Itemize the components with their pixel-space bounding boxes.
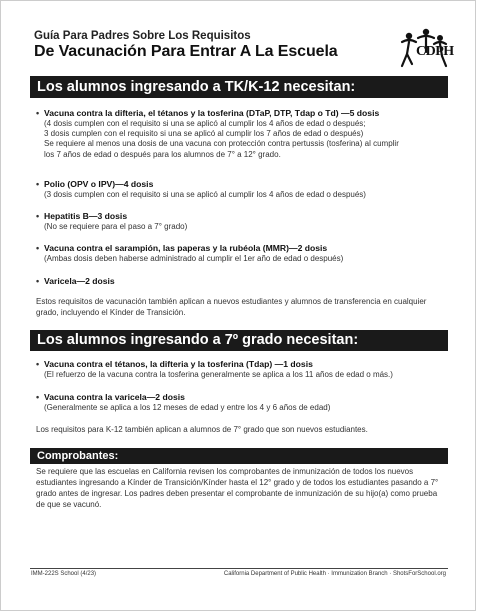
footer-credit: California Department of Public Health · Immunization Branch · ShotsForSchool.org <box>223 571 446 577</box>
bullet-icon: • <box>36 243 40 253</box>
section-note: Los requisitos para K-12 también aplican a alumnos de 7° grado que son nuevos estudiantes. <box>36 425 368 434</box>
bullet-icon: • <box>36 276 40 286</box>
item-detail: (No se requiere para el paso a 7° grado) <box>44 222 188 231</box>
item-detail: (3 dosis cumplen con el requisito si una se aplicó al cumplir los 4 años de edad o después) <box>44 190 366 199</box>
form-number: IMM-222S School (4/23) <box>31 571 97 577</box>
section-heading-grade7: Los alumnos ingresando a 7º grado necesitan: <box>30 330 448 351</box>
list-item <box>36 211 444 232</box>
bullet-icon: • <box>36 392 40 402</box>
item-heading: Vacuna contra la difteria, el tétanos y la tosferina (DTaP, DTP, Tdap o Td) —5 dosis <box>44 108 380 118</box>
item-detail: (Ambas dosis deben haberse administrado al cumplir el 1er año de edad o después) <box>44 254 344 263</box>
item-detail: Se requiere al menos una dosis de una vacuna con protección contra pertussis (tosferina) al cumplir <box>44 139 399 149</box>
section-heading-proof: Comprobantes: <box>30 448 448 464</box>
item-detail: los 7 años de edad o después para los alumnos de 7° a 12° grado. <box>44 149 281 159</box>
item-detail: 3 dosis cumplen con el requisito si una se aplicó al cumplir los 7 años de edad o después) <box>44 129 364 139</box>
section-note: Estos requisitos de vacunación también aplican a nuevos estudiantes y alumnos de transferencia en cualquier grado, incluyendo el Kínder de Transición. <box>36 297 427 317</box>
section-heading-tk-k12: Los alumnos ingresando a TK/K-12 necesitan: <box>30 76 448 98</box>
list-item <box>36 359 444 380</box>
item-heading: Vacuna contra la varicela—2 dosis <box>44 392 185 402</box>
item-heading: Varicela—2 dosis <box>44 276 115 286</box>
item-detail: (El refuerzo de la vacuna contra la tosferina generalmente se aplica a los 11 años de edad o más.) <box>44 370 393 379</box>
list-item <box>36 392 444 413</box>
bullet-icon: • <box>36 179 40 189</box>
item-detail: (Generalmente se aplica a los 12 meses de edad y entre los 4 y 6 años de edad) <box>44 403 331 412</box>
item-heading: Polio (OPV o IPV)—4 dosis <box>44 179 154 189</box>
item-heading: Hepatitis B—3 dosis <box>44 211 128 221</box>
list-item <box>36 179 444 200</box>
proof-text: Se requiere que las escuelas en California revisen los comprobantes de inmunización de todos los nuevos estudiantes ingresando a Kínder de Transición/Kínder hasta el 12° grado y de todos los estudiantes pasando a 7° grado antes de ingresar. Los padres deben presentar el comprobante de inmunización de su hijo(a) como prueba de que se vacunó. <box>36 467 439 509</box>
cdph-logo <box>396 26 452 74</box>
bullet-icon: • <box>36 211 40 221</box>
document-pretitle: Guía Para Padres Sobre Los Requisitos <box>34 30 251 42</box>
document-title: De Vacunación Para Entrar A La Escuela <box>34 43 338 60</box>
bullet-icon: • <box>36 359 40 369</box>
bullet-icon: • <box>36 108 40 118</box>
logo-text: CDPH <box>416 44 454 59</box>
item-detail: (4 dosis cumplen con el requisito si una se aplicó al cumplir los 4 años de edad o después; <box>44 119 366 128</box>
item-heading: Vacuna contra el sarampión, las paperas y la rubéola (MMR)—2 dosis <box>44 243 328 253</box>
list-item <box>36 276 444 287</box>
footer-divider <box>30 568 448 569</box>
list-item <box>36 243 444 264</box>
item-heading: Vacuna contra el tétanos, la difteria y la tosferina (Tdap) —1 dosis <box>44 359 313 369</box>
list-item <box>36 108 444 160</box>
